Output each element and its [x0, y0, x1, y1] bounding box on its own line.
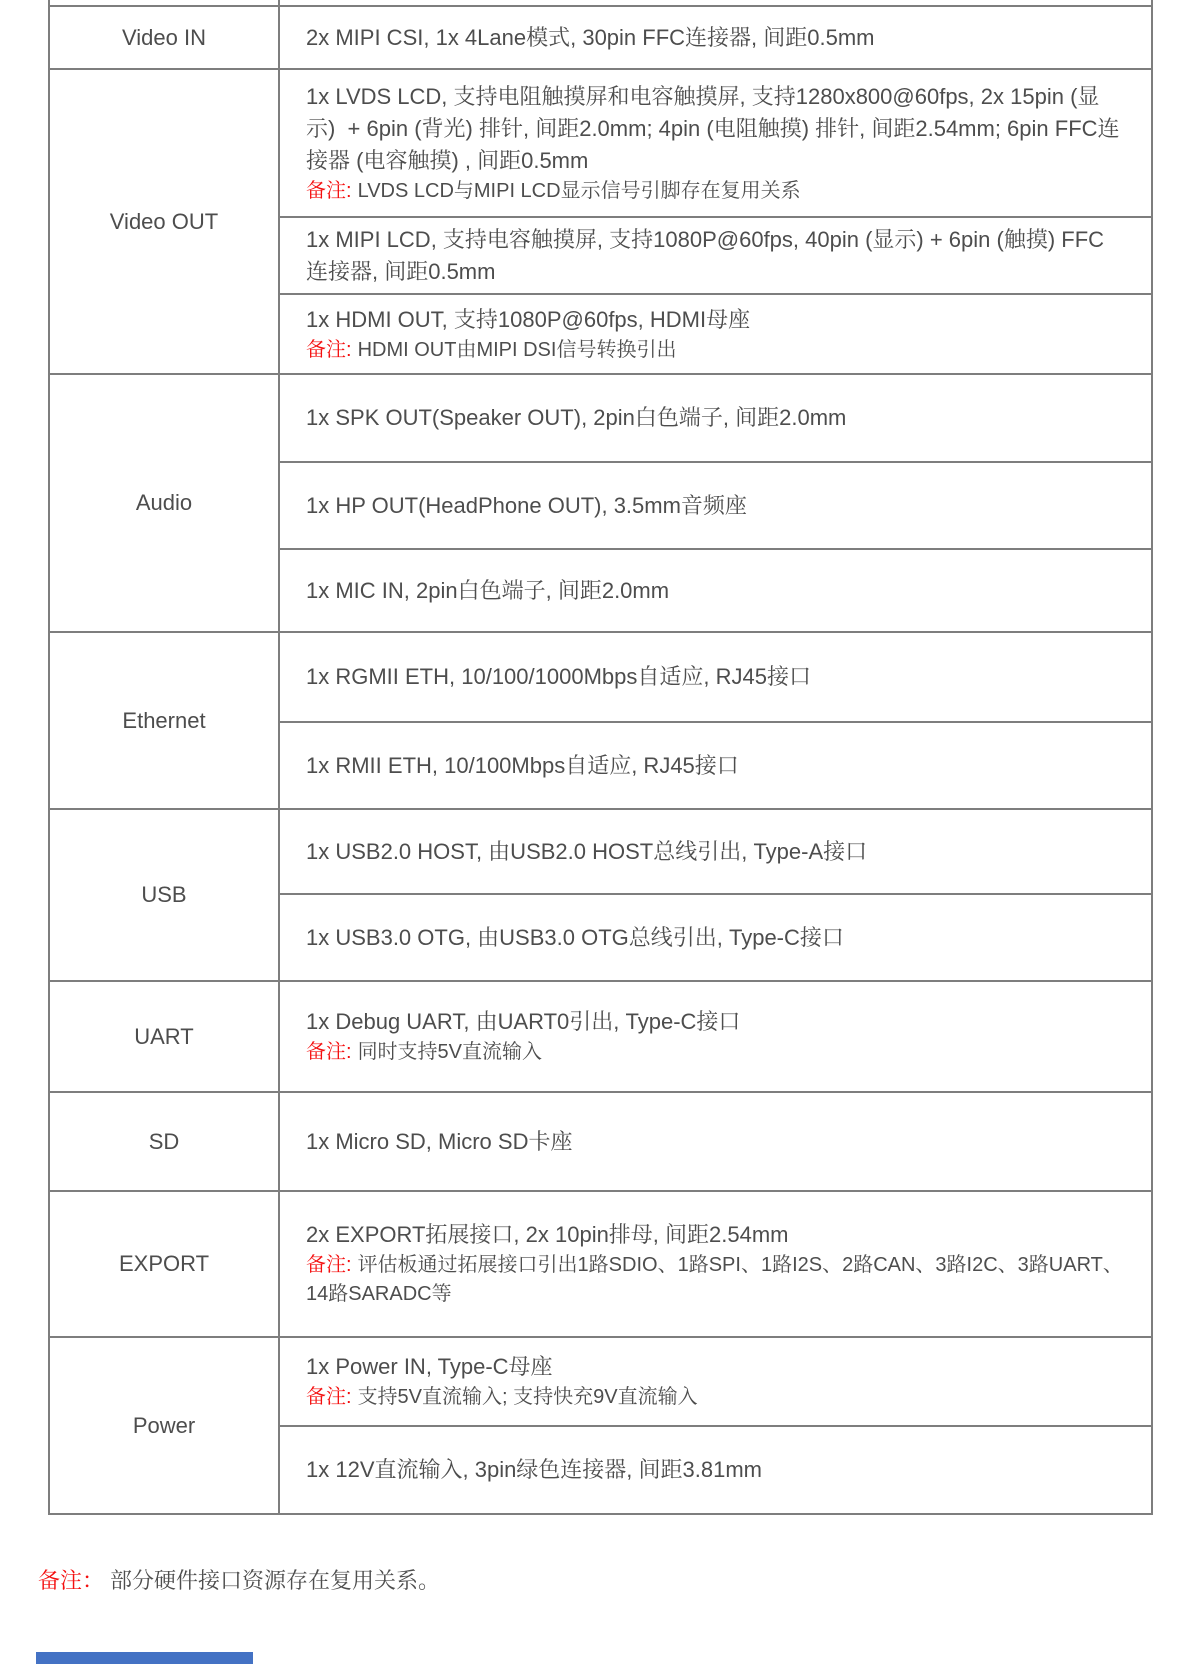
- spec-cell: [279, 981, 1152, 1092]
- spec-text: 2x EXPORT拓展接口, 2x 10pin排母, 间距2.54mm: [306, 1222, 789, 1247]
- spec-note: [306, 336, 1125, 365]
- spec-text: 1x RMII ETH, 10/100Mbps自适应, RJ45接口: [306, 752, 739, 778]
- footnote-prefix: 备注：: [38, 1568, 105, 1593]
- spec-cell: [279, 1426, 1152, 1514]
- spec-text: 1x HP OUT(HeadPhone OUT), 3.5mm音频座: [306, 492, 747, 518]
- page-footnote: [38, 1566, 440, 1596]
- spec-cell: [279, 549, 1152, 632]
- spec-cell: [279, 1092, 1152, 1191]
- spec-text: 1x LVDS LCD, 支持电阻触摸屏和电容触摸屏, 支持1280x800@60fps, 2x 15pin (显示) + 6pin (背光) 排针, 间距2.0mm; 4pin (电阻触摸) 排针, 间距2.54mm; 6pin FFC连接器 (电容触摸) , 间距0.5mm: [306, 83, 1120, 173]
- spec-row: [49, 981, 1152, 1092]
- note-prefix-label: 备注:: [306, 338, 352, 361]
- category-label: SD: [49, 1092, 279, 1191]
- spec-row: [49, 632, 1152, 722]
- spec-cell: [279, 809, 1152, 894]
- spec-text: 1x RGMII ETH, 10/100/1000Mbps自适应, RJ45接口: [306, 664, 811, 689]
- note-text: 评估板通过拓展接口引出1路SDIO、1路SPI、1路I2S、2路CAN、3路I2C、3路UART、14路SARADC等: [306, 1254, 1123, 1305]
- footer-accent-bar: [36, 1652, 253, 1664]
- spec-row: [49, 69, 1152, 217]
- category-label: UART: [49, 981, 279, 1092]
- spec-text: 1x Debug UART, 由UART0引出, Type-C接口: [306, 1009, 741, 1034]
- spec-row: [49, 1337, 1152, 1426]
- spec-cell: [279, 722, 1152, 809]
- spec-note: [306, 1038, 1125, 1067]
- spec-text: 1x MIC IN, 2pin白色端子, 间距2.0mm: [306, 577, 670, 603]
- spec-text: 1x USB3.0 OTG, 由USB3.0 OTG总线引出, Type-C接口: [306, 924, 844, 950]
- spec-text: 1x SPK OUT(Speaker OUT), 2pin白色端子, 间距2.0mm: [306, 405, 847, 430]
- spec-cell: [279, 632, 1152, 722]
- note-prefix-label: 备注:: [306, 1254, 352, 1276]
- spec-note: [306, 1251, 1125, 1309]
- note-text: 支持5V直流输入; 支持快充9V直流输入: [357, 1386, 698, 1408]
- note-prefix-label: 备注:: [306, 1041, 352, 1063]
- spec-text: 1x 12V直流输入, 3pin绿色连接器, 间距3.81mm: [306, 1457, 763, 1482]
- spec-cell: [279, 6, 1152, 69]
- footnote-text: 部分硬件接口资源存在复用关系。: [110, 1568, 441, 1593]
- spec-row: [49, 6, 1152, 69]
- spec-row: [49, 1191, 1152, 1337]
- spec-cell: [279, 69, 1152, 217]
- spec-text: 1x Power IN, Type-C母座: [306, 1354, 553, 1379]
- spec-note: [306, 1383, 1125, 1412]
- spec-cell: [279, 294, 1152, 374]
- spec-cell: [279, 374, 1152, 462]
- spec-cell: [279, 1191, 1152, 1337]
- spec-cell: [279, 1337, 1152, 1426]
- note-text: HDMI OUT由MIPI DSI信号转换引出: [357, 338, 677, 361]
- category-label: EXPORT: [49, 1191, 279, 1337]
- category-label: Video IN: [49, 6, 279, 69]
- spec-cell: [279, 217, 1152, 294]
- spec-text: 1x MIPI LCD, 支持电容触摸屏, 支持1080P@60fps, 40pin (显示) + 6pin (触摸) FFC连接器, 间距0.5mm: [306, 226, 1105, 284]
- spec-row: [49, 1092, 1152, 1191]
- spec-text: 1x Micro SD, Micro SD卡座: [306, 1128, 573, 1154]
- note-prefix-label: 备注:: [306, 179, 352, 202]
- spec-cell: [279, 894, 1152, 981]
- category-label: Audio: [49, 374, 279, 632]
- spec-row: [49, 809, 1152, 894]
- category-label: Ethernet: [49, 632, 279, 809]
- category-label: Power: [49, 1337, 279, 1514]
- spec-text: 2x MIPI CSI, 1x 4Lane模式, 30pin FFC连接器, 间距0.5mm: [306, 24, 875, 50]
- category-label: USB: [49, 809, 279, 981]
- note-text: 同时支持5V直流输入: [357, 1041, 543, 1063]
- category-label: Video OUT: [49, 69, 279, 374]
- spec-text: 1x HDMI OUT, 支持1080P@60fps, HDMI母座: [306, 306, 751, 332]
- spec-cell: [279, 462, 1152, 549]
- note-prefix-label: 备注:: [306, 1386, 352, 1408]
- spec-note: [306, 177, 1125, 206]
- note-text: LVDS LCD与MIPI LCD显示信号引脚存在复用关系: [357, 179, 801, 202]
- spec-text: 1x USB2.0 HOST, 由USB2.0 HOST总线引出, Type-A接口: [306, 838, 868, 864]
- spec-row: [49, 374, 1152, 462]
- hardware-spec-table: [48, 0, 1153, 1515]
